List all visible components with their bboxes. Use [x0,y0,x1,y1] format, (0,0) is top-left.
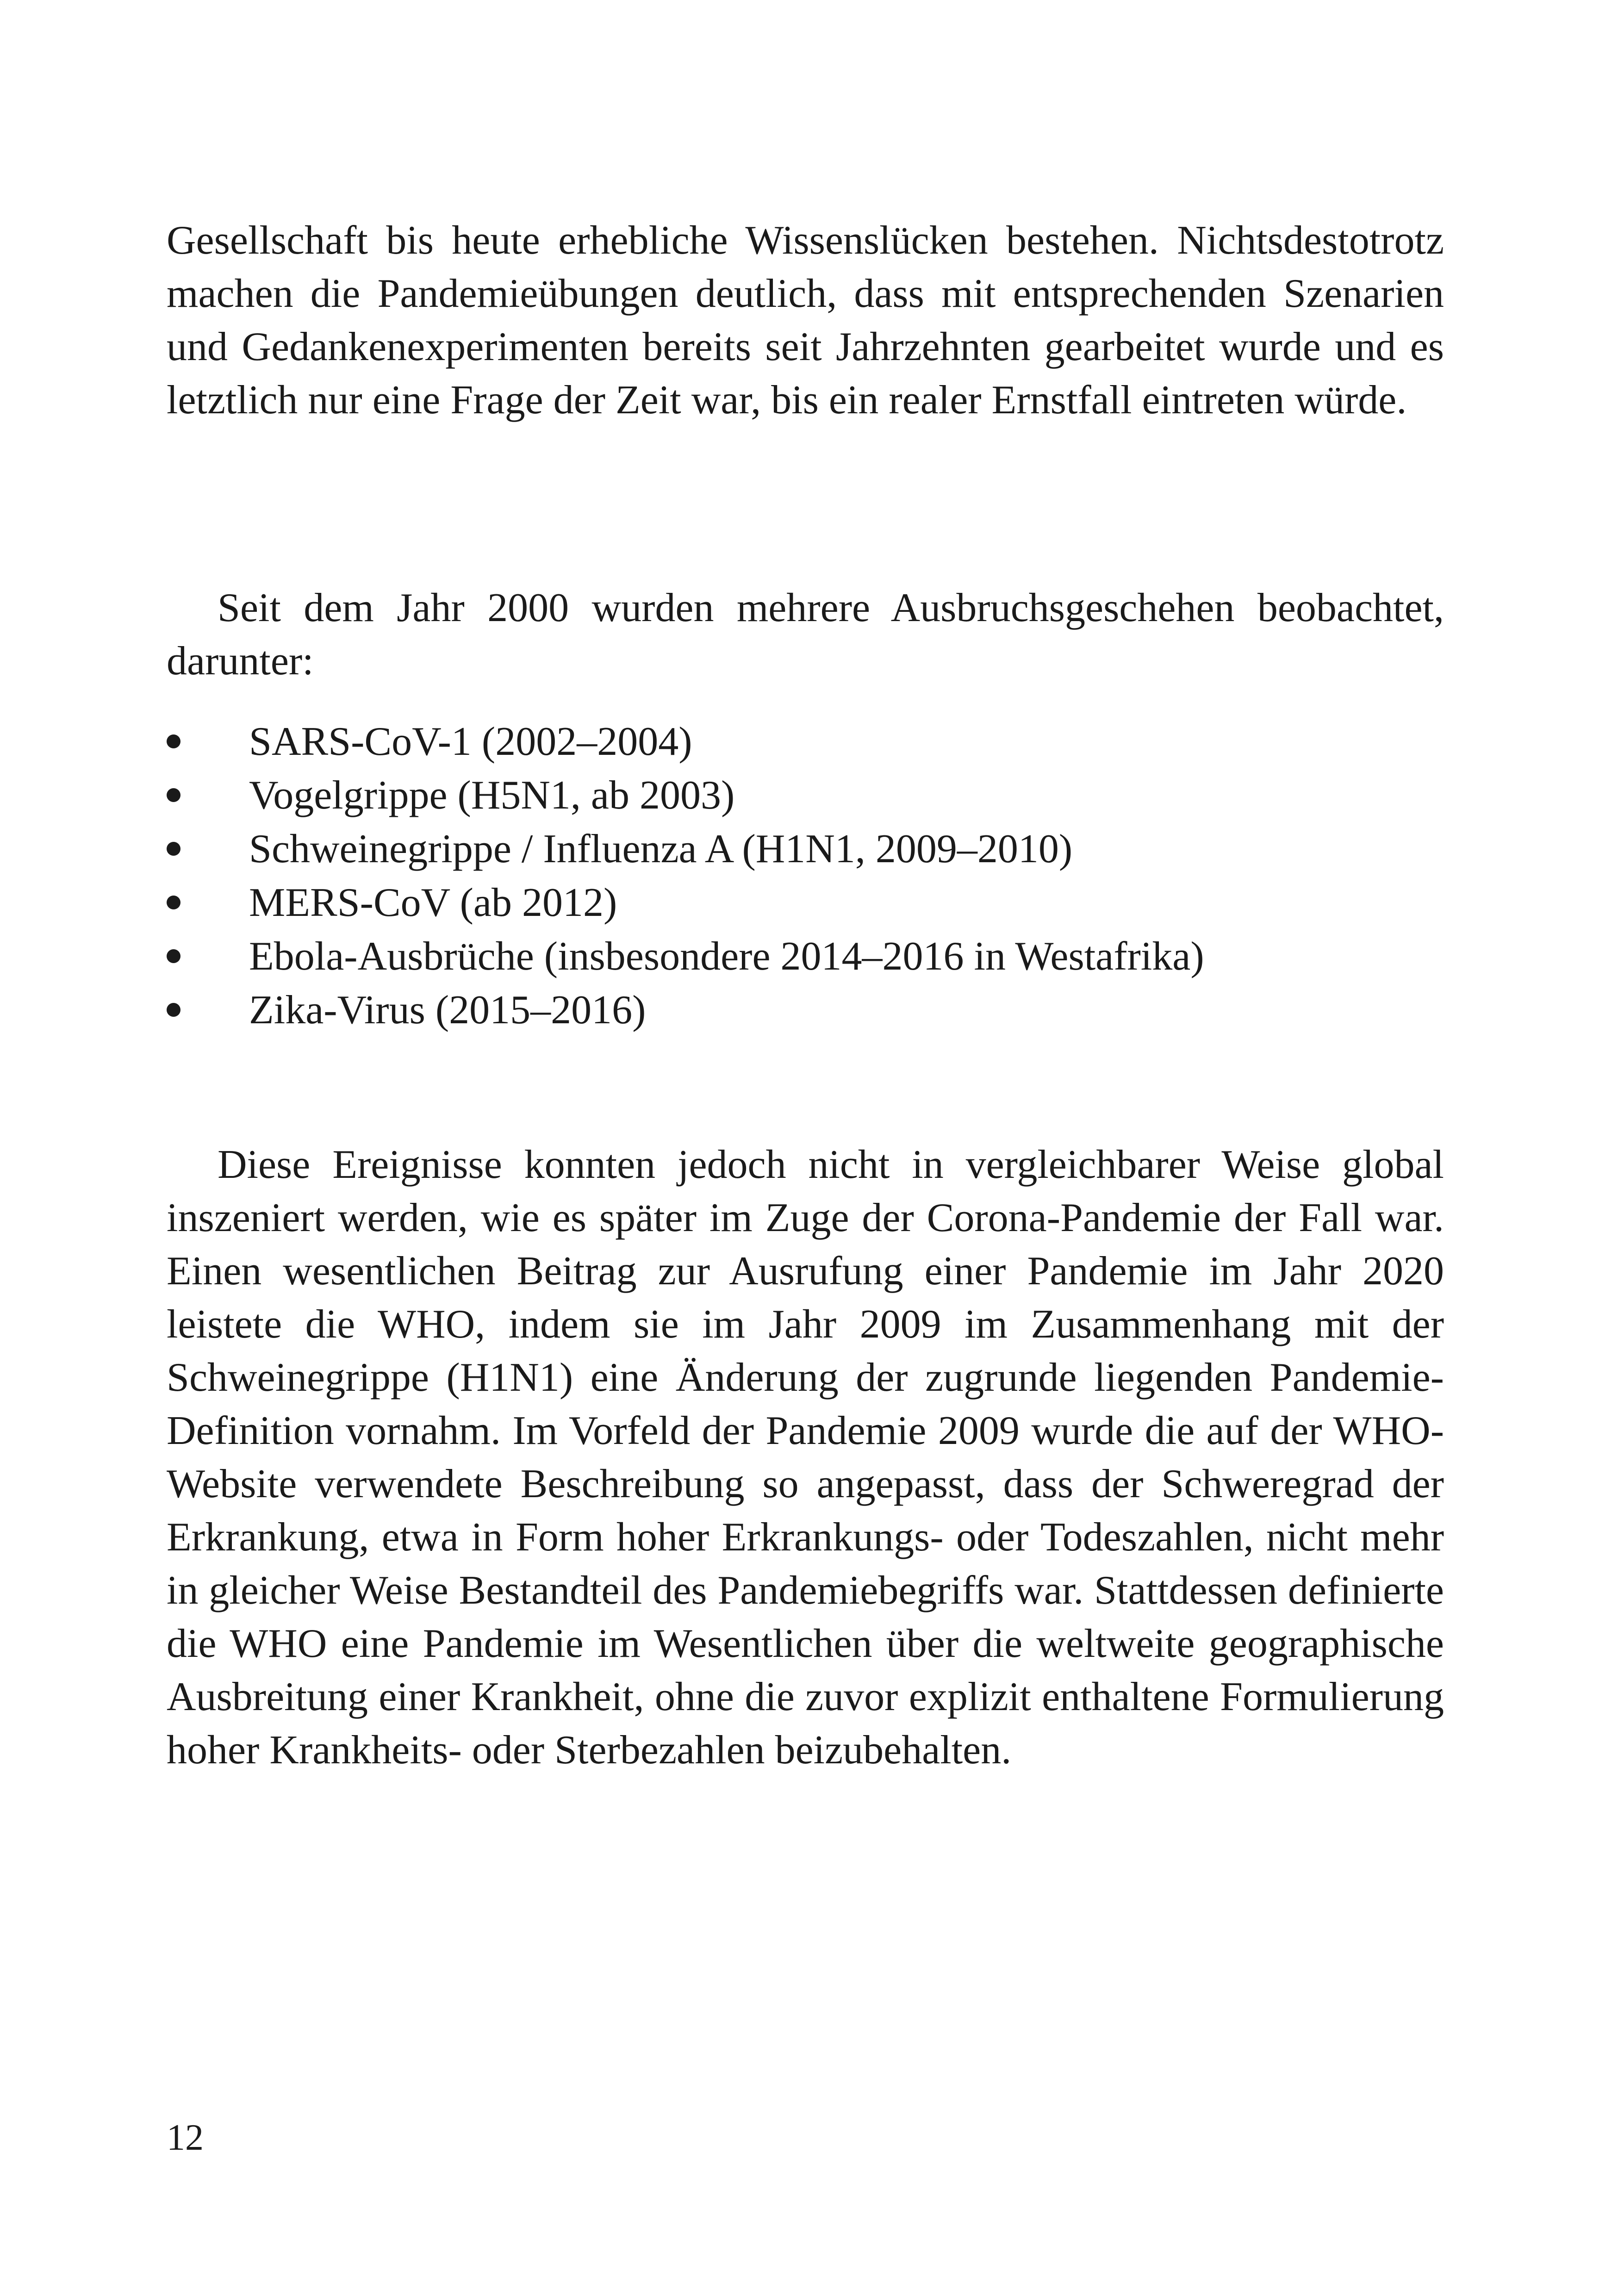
paragraph-outbreaks-intro: Seit dem Jahr 2000 wurden mehrere Ausbruchsgeschehen beobachtet, darunter: [167,585,1444,684]
list-item-text: Vogelgrippe (H5N1, ab 2003) [249,773,735,818]
paragraph-intro: Gesellschaft bis heute erhebliche Wissenslücken bestehen. Nichtsdestotrotz machen die Pandemieübungen deutlich, dass mit entsprechenden Szenarien und Gedankenexperimenten bereits seit Jahrzehnten gearbeitet wurde und es letztlich nur eine Frage der Zeit war, bis ein realer Ernstfall eintreten würde. [167,218,1444,423]
list-item [167,876,1444,930]
paragraph-who-definition: Diese Ereignisse konnten jedoch nicht in vergleichbarer Weise global inszeniert werden, wie es später im Zuge der Corona-Pandemie der Fall war. Einen wesentlichen Beitrag zur Ausrufung einer Pandemie im Jahr 2020 leistete die WHO, indem sie im Jahr 2009 im Zusammenhang mit der Schweinegrippe (H1N1) eine Änderung der zugrunde liegenden Pandemie-Definition vornahm. Im Vorfeld der Pandemie 2009 wurde die auf der WHO-Website verwendete Beschreibung so angepasst, dass der Schweregrad der Erkrankung, etwa in Form hoher Erkrankungs- oder Todeszahlen, nicht mehr in gleicher Weise Bestandteil des Pandemiebegriffs war. Stattdessen definierte die WHO eine Pandemie im Wesentlichen über die weltweite geographische Ausbreitung einer Krankheit, ohne die zuvor explizit enthaltene Formulierung hoher Krankheits- oder Sterbezahlen beizubehalten. [167,1142,1444,1773]
list-item [167,930,1444,983]
list-item-text: Ebola-Ausbrüche (insbesondere 2014–2016 in Westafrika) [249,934,1204,979]
bullet-icon [167,734,180,748]
list-item-text: MERS-CoV (ab 2012) [249,880,617,925]
bullet-icon [167,949,180,963]
bullet-icon [167,1003,180,1017]
outbreak-list [167,715,1444,1037]
list-item-text: Zika-Virus (2015–2016) [249,988,646,1033]
bullet-icon [167,842,180,856]
bullet-icon [167,896,180,909]
list-item [167,769,1444,822]
list-item [167,983,1444,1037]
list-item-text: Schweinegrippe / Influenza A (H1N1, 2009–2010) [249,827,1073,871]
bullet-icon [167,788,180,802]
list-item [167,822,1444,876]
list-item [167,715,1444,769]
list-item-text: SARS-CoV-1 (2002–2004) [249,719,692,764]
page-number: 12 [167,2117,204,2158]
